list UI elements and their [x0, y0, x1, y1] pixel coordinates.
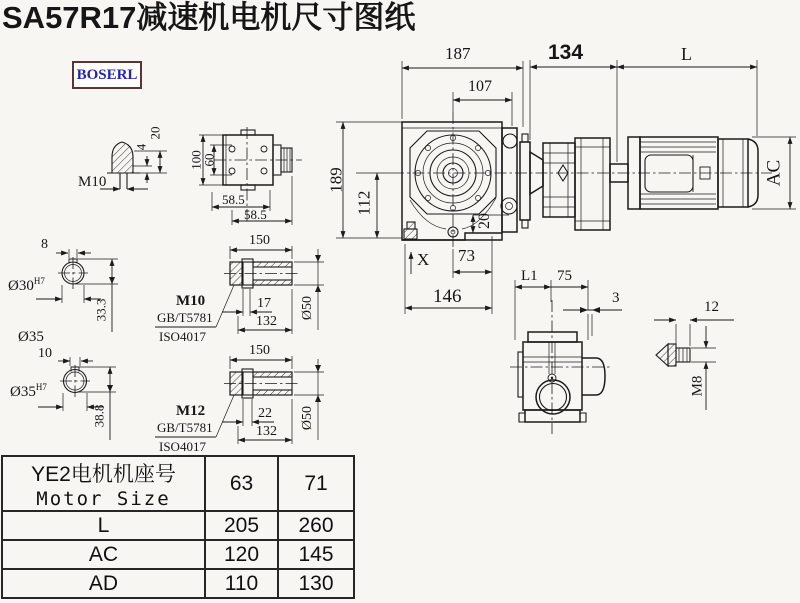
- shaft-b-std-gb-label: GB/T5781: [157, 420, 213, 435]
- shaft-b-thread-label: M12: [176, 403, 206, 419]
- shaft-a-length-label: 150: [249, 233, 270, 248]
- shaft-a-std-gb-label: GB/T5781: [157, 310, 213, 325]
- table-cell-value: 110: [205, 569, 278, 598]
- table-row-AD: [2, 569, 354, 598]
- shaft-a-bore-length-label: 132: [256, 314, 277, 329]
- dim-20-label: 20: [476, 213, 493, 229]
- bolt-detail-m8: [654, 320, 734, 410]
- vent-plug-dim-20-label: 20: [147, 126, 163, 140]
- shaft-b-thread-depth-label: 22: [258, 406, 272, 421]
- side-view-75-label: 75: [557, 268, 572, 284]
- bore-a-depth-label: 33.3: [93, 298, 109, 322]
- table-header-71: 71: [278, 456, 354, 511]
- bore-a-keyway-label: 8: [41, 237, 48, 252]
- bore-b-dia-label: $Ø35^{H7}$: [10, 382, 47, 400]
- table-cell-value: 260: [278, 511, 354, 540]
- brand-logo-text: BOSERL: [76, 66, 138, 83]
- dim-146-label: 146: [433, 286, 462, 307]
- table-cell-label: L: [2, 511, 205, 540]
- top-view-dim-585b-label: 58.5: [244, 207, 267, 222]
- shaft-a-dia-label: Ø50: [300, 295, 315, 321]
- shaft-a-thread-label: M10: [176, 293, 206, 309]
- gearbox-front-view: [402, 122, 517, 240]
- motor-size-table: [1, 455, 355, 599]
- table-cell-value: 205: [205, 511, 278, 540]
- table-cell-value: 130: [278, 569, 354, 598]
- top-view-dim-60-label: 60: [201, 153, 217, 167]
- dim-134-label: 134: [548, 41, 584, 64]
- dim-AC-label: AC: [763, 159, 785, 187]
- side-view-L1-label: L1: [521, 268, 538, 284]
- table-cell-label: AD: [2, 569, 205, 598]
- shaft-b-std-iso-label: ISO4017: [159, 439, 206, 454]
- vent-plug-thread-label: M10: [78, 174, 107, 190]
- table-row-AC: [2, 540, 354, 569]
- page-title: SA57R17减速机电机尺寸图纸: [2, 0, 416, 35]
- shaft-b-bore-length-label: 132: [256, 424, 277, 439]
- dim-189-label: 189: [326, 167, 346, 193]
- vent-plug-dim-4-label: 4: [133, 143, 149, 151]
- table-cell-label: AC: [2, 540, 205, 569]
- bore-section-35: [38, 357, 116, 440]
- table-header-63: 63: [205, 456, 278, 511]
- top-view-dim-585a-label: 58.5: [222, 192, 245, 207]
- table-row-L: [2, 511, 354, 540]
- dim-187-label: 187: [445, 44, 471, 63]
- shaft-a-std-iso-label: ISO4017: [159, 329, 206, 344]
- table-header-row: [2, 456, 354, 511]
- bore-a-dia-label: $Ø30^{H7}$: [8, 276, 45, 294]
- side-view-3-label: 3: [612, 290, 620, 306]
- table-cell-value: 120: [205, 540, 278, 569]
- table-header-motor-size: YE2电机机座号 Motor Size: [2, 456, 205, 511]
- shaft-a-thread-depth-label: 17: [257, 296, 271, 311]
- shaft-b-length-label: 150: [249, 343, 270, 358]
- dim-112-label: 112: [354, 190, 374, 216]
- shaft-dia-35-label: Ø35: [18, 329, 44, 345]
- table-cell-value: 145: [278, 540, 354, 569]
- gearbox-side-view: [510, 280, 622, 434]
- brand-logo: [72, 61, 142, 89]
- bore-b-depth-label: 38.8: [91, 404, 107, 428]
- dim-107-label: 107: [468, 78, 492, 95]
- shaft-b-dia-label: Ø50: [300, 405, 315, 431]
- bore-b-keyway-label: 10: [38, 346, 52, 361]
- mark-x-label: X: [417, 250, 430, 269]
- bolt-detail-thread-label: M8: [689, 375, 706, 397]
- bolt-detail-12-label: 12: [704, 299, 719, 315]
- dim-73-label: 73: [458, 246, 475, 265]
- top-view-dim-100-label: 100: [188, 150, 204, 170]
- dim-L-label: L: [681, 44, 692, 64]
